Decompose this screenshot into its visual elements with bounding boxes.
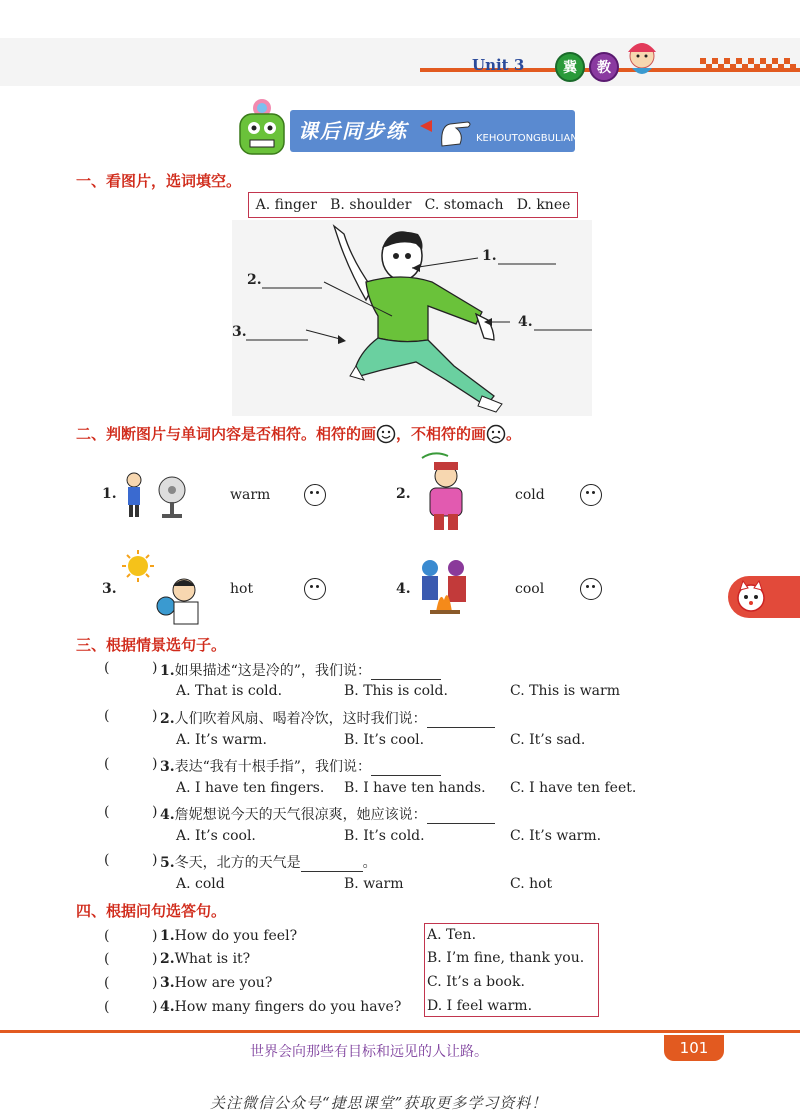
answer-paren-open: ( <box>104 756 110 772</box>
answer-paren-close: ) <box>152 756 158 772</box>
question-text <box>160 951 250 967</box>
judge-item-word: cold <box>515 487 545 503</box>
judge-item-number: 1. <box>102 486 117 502</box>
question-stem: 如果描述“这是冷的”，我们说： <box>174 663 371 679</box>
answer-paren-open: ( <box>104 852 110 868</box>
answer-choice: D. I feel warm. <box>427 998 533 1014</box>
cat-mascot-icon <box>734 580 768 614</box>
word-option: B. shoulder <box>330 197 412 213</box>
answer-choice: C. It’s a book. <box>427 974 525 990</box>
answer-paren-close: ) <box>152 660 158 676</box>
answer-blank[interactable] <box>427 713 495 728</box>
question-text <box>160 999 401 1015</box>
word-options-box <box>248 192 578 218</box>
fan-boy-picture <box>120 468 196 520</box>
fig-label-3: 3. <box>232 324 247 340</box>
cold-child-picture <box>414 448 478 536</box>
section1-heading: 一、看图片，选词填空。 <box>76 172 242 190</box>
option-b: B. It’s cool. <box>344 732 425 748</box>
answer-paren-open: ( <box>104 708 110 724</box>
fig-label-4: 4. <box>518 314 533 330</box>
answer-paren-close: ) <box>152 852 158 868</box>
answer-paren-close: ) <box>152 999 158 1015</box>
question-number: 5. <box>160 855 175 871</box>
pointing-hand-icon <box>420 116 476 152</box>
girl-mascot-icon <box>618 38 668 82</box>
banner-subtitle: KEHOUTONGBULIAN <box>476 133 578 144</box>
answer-choice: A. Ten. <box>427 927 477 943</box>
answer-paren-close: ) <box>152 708 158 724</box>
question-stem-end: 。 <box>362 855 377 871</box>
answer-face-icon[interactable] <box>580 484 602 506</box>
question-text <box>160 975 272 991</box>
page-number: 101 <box>664 1035 724 1061</box>
answer-choice: B. I’m fine, thank you. <box>427 950 585 966</box>
answer-blank[interactable] <box>371 665 441 680</box>
option-a: A. cold <box>176 876 225 892</box>
option-c: C. I have ten feet. <box>510 780 637 796</box>
unit-label: Unit 3 <box>472 56 525 74</box>
question-stem: 冬天，北方的天气是 <box>174 855 301 871</box>
header-band <box>0 38 800 86</box>
option-b: B. warm <box>344 876 404 892</box>
section4-heading: 四、根据问句选答句。 <box>76 902 227 920</box>
word-option: D. knee <box>516 197 571 213</box>
section2-heading-mid: ，不相符的画 <box>396 425 487 443</box>
answer-face-icon[interactable] <box>304 578 326 600</box>
question-number: 2. <box>160 951 175 967</box>
body-parts-illustration <box>232 220 592 416</box>
question-text <box>160 928 297 944</box>
question-number: 3. <box>160 759 175 775</box>
fig-label-2: 2. <box>247 272 262 288</box>
footer-rule <box>0 1030 800 1033</box>
footer-quote: 世界会向那些有目标和远见的人让路。 <box>250 1044 488 1060</box>
fig-label-1: 1. <box>482 248 497 264</box>
answer-paren-close: ) <box>152 928 158 944</box>
option-b: B. It’s cold. <box>344 828 425 844</box>
judge-item-word: hot <box>230 581 254 597</box>
answer-face-icon[interactable] <box>304 484 326 506</box>
option-b: B. I have ten hands. <box>344 780 486 796</box>
option-c: C. It’s warm. <box>510 828 602 844</box>
answer-paren-open: ( <box>104 975 110 991</box>
answer-paren-open: ( <box>104 928 110 944</box>
question-stem: How are you? <box>174 975 273 991</box>
answer-paren-open: ( <box>104 804 110 820</box>
section2-heading-start: 二、判断图片与单词内容是否相符。相符的画 <box>76 425 377 443</box>
question-text <box>160 708 495 728</box>
question-text <box>160 660 441 680</box>
campfire-picture <box>414 554 474 618</box>
judge-item-number: 2. <box>396 486 411 502</box>
question-text <box>160 804 495 824</box>
answer-paren-open: ( <box>104 951 110 967</box>
word-option: A. finger <box>255 197 317 213</box>
monster-mascot-icon <box>232 96 292 160</box>
question-number: 4. <box>160 807 175 823</box>
option-a: A. It’s cool. <box>176 828 256 844</box>
section2-heading-end: 。 <box>506 425 522 443</box>
checker-decoration <box>700 58 800 78</box>
judge-item-word: cool <box>515 581 545 597</box>
question-number: 3. <box>160 975 175 991</box>
section3-heading: 三、根据情景选句子。 <box>76 636 227 654</box>
question-stem: 人们吹着风扇、喝着冷饮，这时我们说： <box>174 711 427 727</box>
question-number: 4. <box>160 999 175 1015</box>
option-c: C. It’s sad. <box>510 732 586 748</box>
question-stem: 表达“我有十根手指”，我们说： <box>174 759 371 775</box>
answer-blank[interactable] <box>301 857 363 872</box>
question-stem: 詹妮想说今天的天气很凉爽，她应该说： <box>174 807 427 823</box>
option-a: A. That is cold. <box>176 683 283 699</box>
question-stem: How do you feel? <box>174 928 298 944</box>
answer-paren-close: ) <box>152 951 158 967</box>
smile-face-icon <box>376 424 396 444</box>
option-a: A. It’s warm. <box>176 732 267 748</box>
judge-item-word: warm <box>230 487 271 503</box>
question-number: 1. <box>160 928 175 944</box>
option-a: A. I have ten fingers. <box>176 780 325 796</box>
sad-face-icon <box>486 424 506 444</box>
answer-paren-open: ( <box>104 999 110 1015</box>
question-stem: What is it? <box>174 951 251 967</box>
answer-blank[interactable] <box>427 809 495 824</box>
answer-paren-open: ( <box>104 660 110 676</box>
answer-paren-close: ) <box>152 975 158 991</box>
judge-item-number: 3. <box>102 581 117 597</box>
answer-face-icon[interactable] <box>580 578 602 600</box>
judge-item-number: 4. <box>396 581 411 597</box>
edition-badge-jiao: 教 <box>589 52 619 82</box>
option-b: B. This is cold. <box>344 683 448 699</box>
word-option: C. stomach <box>424 197 504 213</box>
edition-badge-ji: 冀 <box>555 52 585 82</box>
banner-title: 课后同步练 <box>298 119 408 143</box>
option-c: C. hot <box>510 876 553 892</box>
watermark-note: 关注微信公众号“捷思课堂”获取更多学习资料！ <box>210 1094 548 1112</box>
question-stem: How many fingers do you have? <box>174 999 402 1015</box>
answer-blank[interactable] <box>371 761 441 776</box>
question-text <box>160 756 441 776</box>
option-c: C. This is warm <box>510 683 620 699</box>
question-number: 2. <box>160 711 175 727</box>
section2-heading <box>76 423 521 444</box>
question-text <box>160 852 377 872</box>
question-number: 1. <box>160 663 175 679</box>
answer-paren-close: ) <box>152 804 158 820</box>
sun-boy-picture <box>120 548 206 626</box>
